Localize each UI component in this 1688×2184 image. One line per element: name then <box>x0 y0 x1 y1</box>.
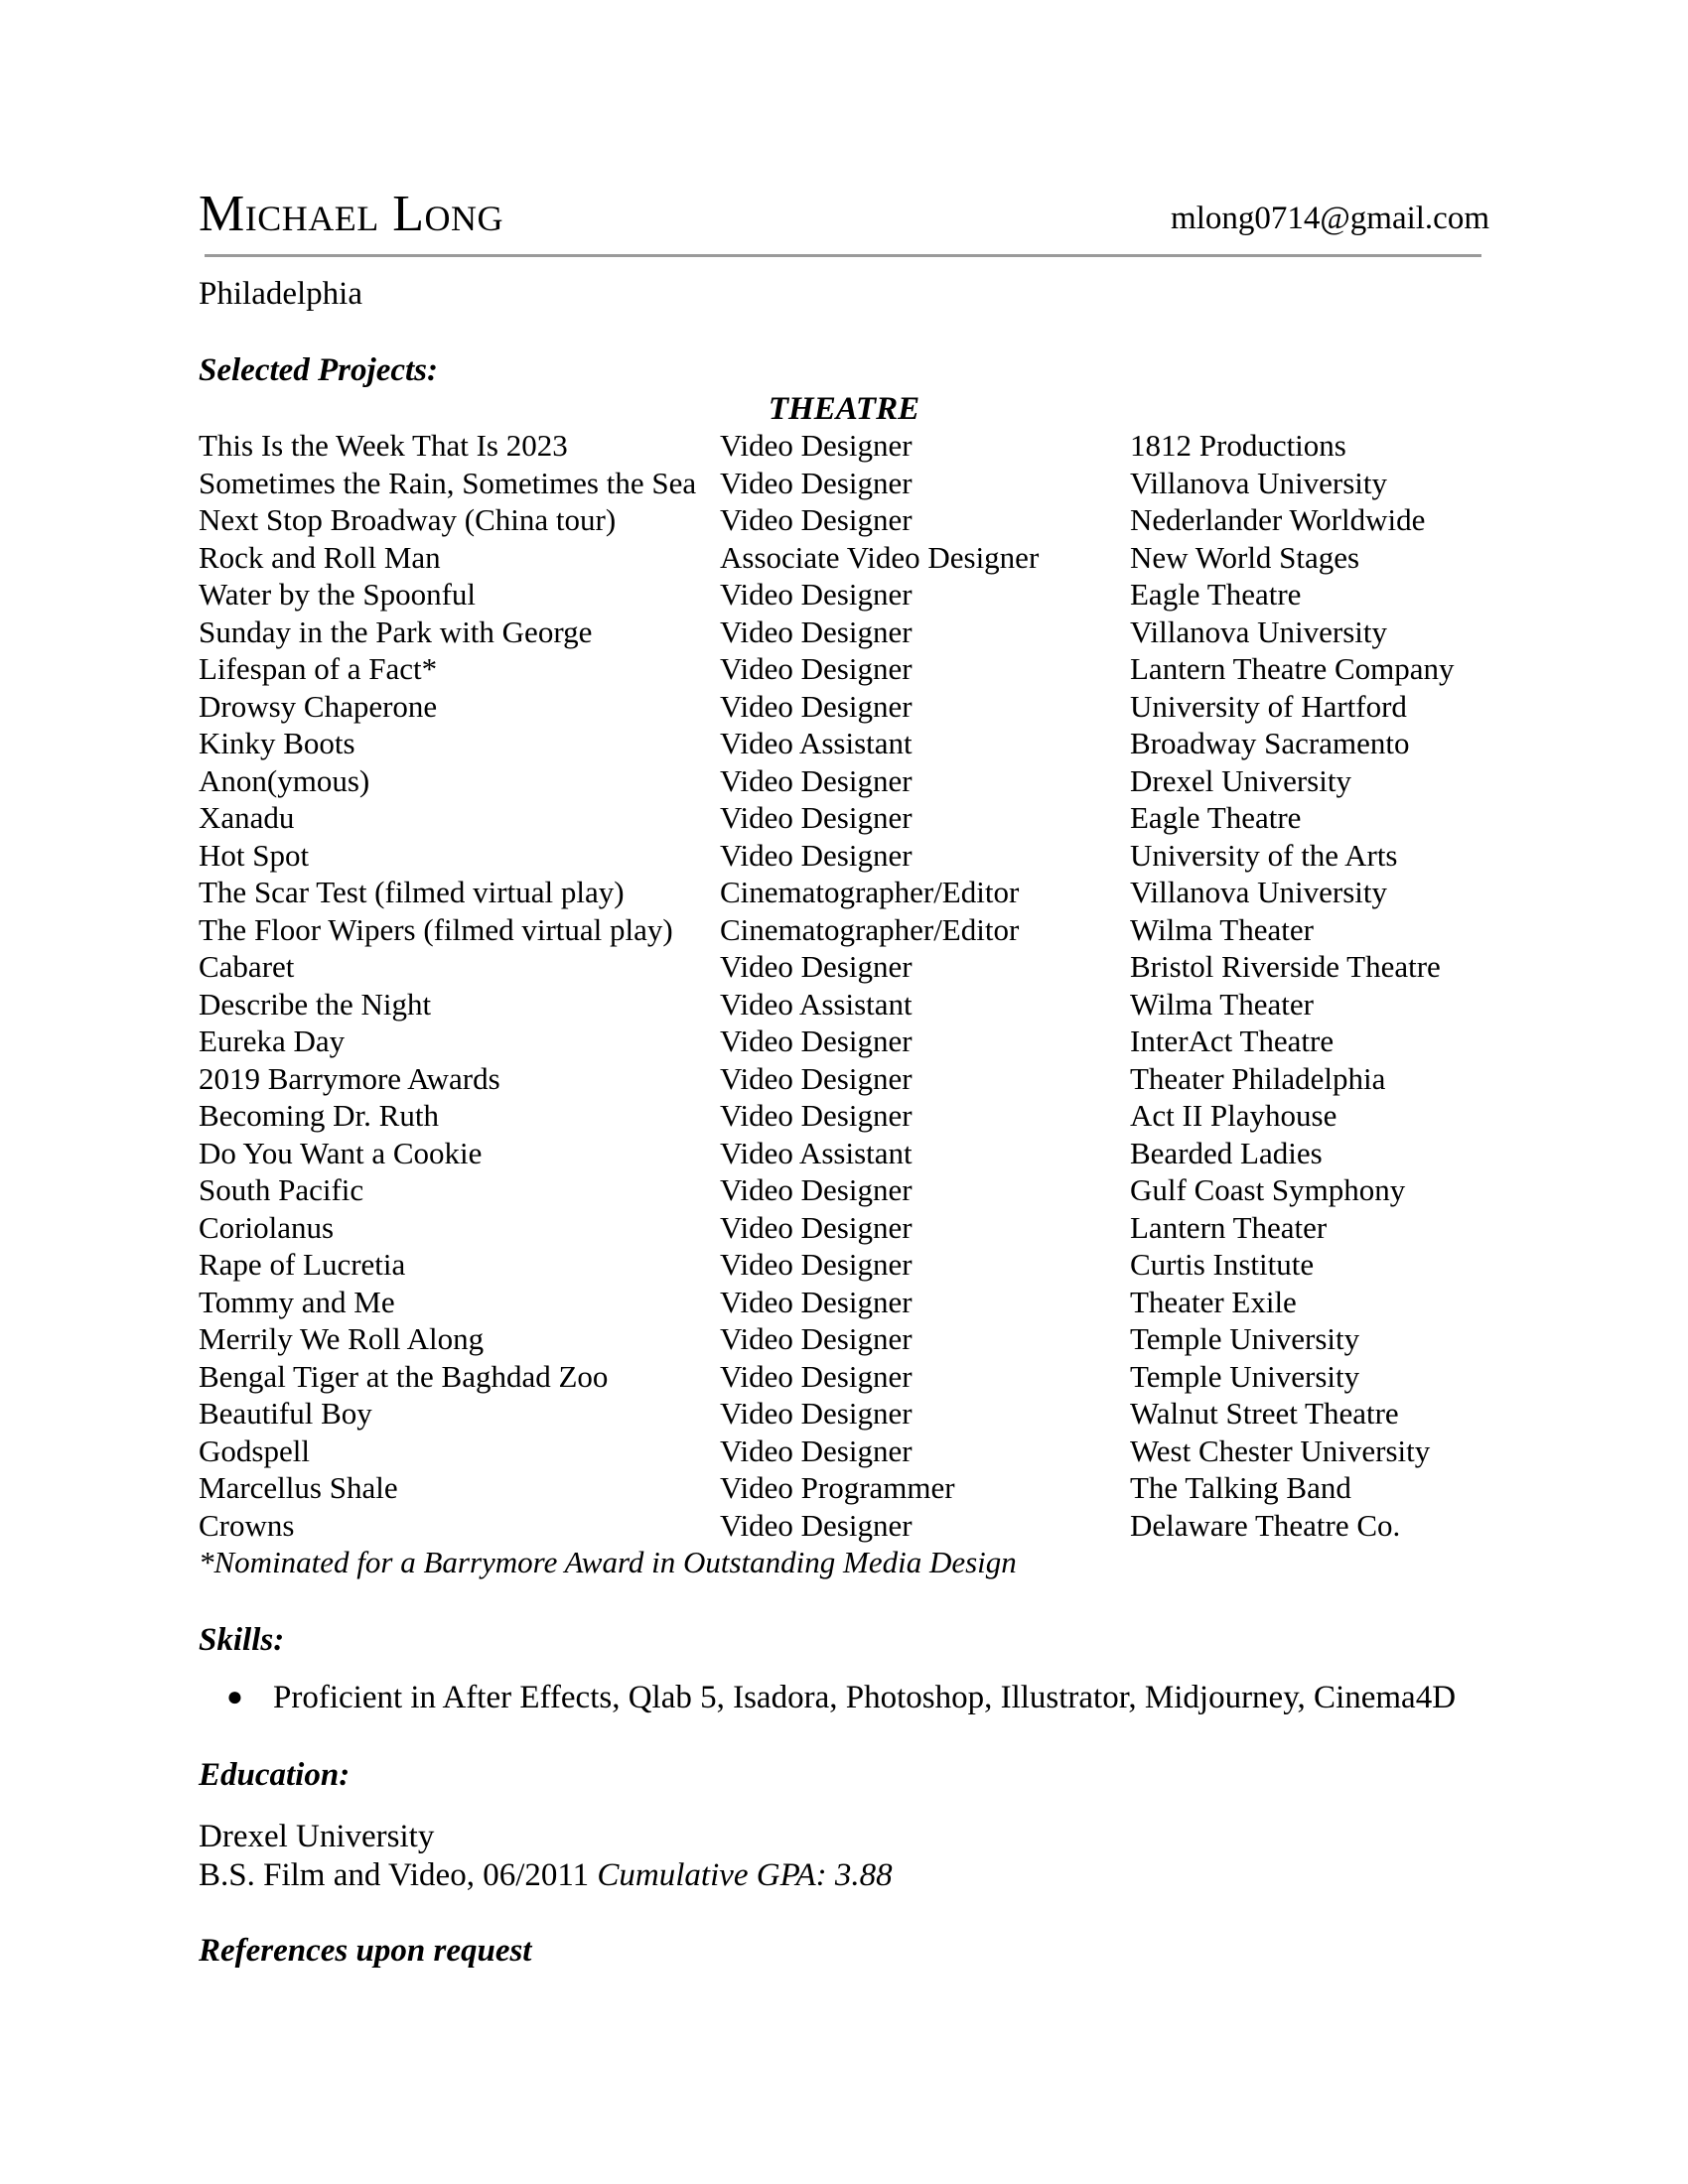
project-role: Video Designer <box>720 1098 913 1133</box>
project-organization: Bristol Riverside Theatre <box>1130 949 1441 984</box>
project-role: Cinematographer/Editor <box>720 911 1020 947</box>
project-role: Video Designer <box>720 1358 913 1394</box>
project-organization: Temple University <box>1130 1321 1360 1356</box>
project-row <box>199 1507 1489 1545</box>
project-organization: Temple University <box>1130 1358 1360 1394</box>
project-role: Cinematographer/Editor <box>720 875 1020 909</box>
project-row <box>199 1023 1489 1060</box>
project-title: Tommy and Me <box>199 1284 395 1319</box>
projects-heading: Selected Projects: <box>199 352 438 388</box>
project-title: Marcellus Shale <box>199 1470 398 1505</box>
project-row <box>199 1358 1489 1396</box>
project-row <box>199 1097 1489 1135</box>
project-role: Video Designer <box>720 1507 913 1543</box>
candidate-name: Michael Long <box>199 186 503 242</box>
project-role: Video Designer <box>720 1433 913 1468</box>
project-title: Beautiful Boy <box>199 1396 372 1431</box>
education-heading: Education: <box>199 1757 351 1793</box>
project-title: 2019 Barrymore Awards <box>199 1060 500 1096</box>
theatre-category-heading: THEATRE <box>768 391 920 427</box>
project-row <box>199 1060 1489 1098</box>
project-title: Coriolanus <box>199 1209 335 1245</box>
project-organization: Theater Philadelphia <box>1130 1060 1386 1096</box>
project-row <box>199 874 1489 911</box>
education-school: Drexel University <box>199 1819 435 1854</box>
project-role: Video Designer <box>720 837 913 873</box>
project-title: Do You Want a Cookie <box>199 1135 483 1170</box>
project-role: Video Designer <box>720 762 913 798</box>
project-title: Lifespan of a Fact* <box>199 651 438 686</box>
project-organization: Drexel University <box>1130 762 1351 798</box>
project-title: This Is the Week That Is 2023 <box>199 428 568 463</box>
project-organization: Broadway Sacramento <box>1130 726 1410 760</box>
project-row <box>199 576 1489 614</box>
project-row <box>199 465 1489 502</box>
project-row <box>199 799 1489 837</box>
project-organization: New World Stages <box>1130 539 1360 575</box>
project-organization: Eagle Theatre <box>1130 800 1302 835</box>
project-title: Next Stop Broadway (China tour) <box>199 502 617 537</box>
project-organization: Curtis Institute <box>1130 1247 1315 1282</box>
project-row <box>199 986 1489 1024</box>
education-gpa: Cumulative GPA: 3.88 <box>597 1857 893 1893</box>
award-footnote: *Nominated for a Barrymore Award in Outstanding Media Design <box>199 1545 1017 1579</box>
project-organization: Delaware Theatre Co. <box>1130 1507 1401 1543</box>
project-row <box>199 539 1489 577</box>
project-role: Video Designer <box>720 651 913 686</box>
project-row <box>199 1433 1489 1470</box>
project-row <box>199 762 1489 800</box>
project-role: Video Designer <box>720 1060 913 1096</box>
project-organization: Gulf Coast Symphony <box>1130 1172 1406 1207</box>
project-organization: Villanova University <box>1130 465 1388 500</box>
project-organization: 1812 Productions <box>1130 428 1346 463</box>
project-role: Video Assistant <box>720 726 913 760</box>
project-title: Kinky Boots <box>199 726 355 760</box>
project-role: Associate Video Designer <box>720 539 1040 575</box>
project-title: Crowns <box>199 1507 295 1543</box>
project-row <box>199 1284 1489 1321</box>
project-role: Video Designer <box>720 1321 913 1356</box>
project-row <box>199 650 1489 688</box>
projects-table <box>199 427 1489 1544</box>
project-organization: Bearded Ladies <box>1130 1135 1323 1170</box>
project-row <box>199 614 1489 651</box>
project-organization: Lantern Theater <box>1130 1209 1328 1245</box>
project-role: Video Programmer <box>720 1470 955 1505</box>
project-role: Video Designer <box>720 949 913 984</box>
project-organization: Wilma Theater <box>1130 911 1314 947</box>
skills-list <box>199 1678 1489 1717</box>
project-organization: West Chester University <box>1130 1433 1431 1468</box>
education-degree-line <box>199 1855 893 1895</box>
project-organization: University of the Arts <box>1130 837 1398 873</box>
project-organization: The Talking Band <box>1130 1470 1351 1505</box>
project-organization: Act II Playhouse <box>1130 1098 1337 1133</box>
project-row <box>199 688 1489 726</box>
project-organization: Walnut Street Theatre <box>1130 1396 1399 1431</box>
project-title: Sunday in the Park with George <box>199 614 593 649</box>
project-row <box>199 1395 1489 1433</box>
resume-header <box>199 185 1489 244</box>
project-title: Merrily We Roll Along <box>199 1321 485 1356</box>
project-title: Godspell <box>199 1433 310 1468</box>
project-organization: Wilma Theater <box>1130 986 1314 1022</box>
project-role: Video Assistant <box>720 1135 913 1170</box>
project-role: Video Designer <box>720 614 913 649</box>
project-organization: Villanova University <box>1130 875 1388 909</box>
education-degree: B.S. Film and Video, 06/2011 <box>199 1857 590 1893</box>
location: Philadelphia <box>199 276 362 312</box>
project-title: Rape of Lucretia <box>199 1247 406 1282</box>
project-role: Video Assistant <box>720 986 913 1022</box>
project-title: Water by the Spoonful <box>199 577 477 612</box>
project-row <box>199 1209 1489 1247</box>
project-row <box>199 427 1489 465</box>
project-organization: Eagle Theatre <box>1130 577 1302 612</box>
project-organization: Nederlander Worldwide <box>1130 502 1426 537</box>
project-row <box>199 1135 1489 1172</box>
project-role: Video Designer <box>720 428 913 463</box>
project-title: Hot Spot <box>199 837 310 873</box>
project-organization: Lantern Theatre Company <box>1130 651 1455 686</box>
project-title: Sometimes the Rain, Sometimes the Sea <box>199 465 697 500</box>
project-organization: Theater Exile <box>1130 1284 1297 1319</box>
project-role: Video Designer <box>720 800 913 835</box>
skill-text: Proficient in After Effects, Qlab 5, Isadora, Photoshop, Illustrator, Midjourney, Cinema4D <box>273 1680 1457 1715</box>
project-title: The Floor Wipers (filmed virtual play) <box>199 911 673 947</box>
project-role: Video Designer <box>720 1024 913 1058</box>
project-role: Video Designer <box>720 1172 913 1207</box>
project-title: Anon(ymous) <box>199 762 370 798</box>
project-title: Drowsy Chaperone <box>199 688 438 724</box>
project-title: Xanadu <box>199 800 295 835</box>
project-role: Video Designer <box>720 1209 913 1245</box>
project-title: Eureka Day <box>199 1024 346 1058</box>
project-role: Video Designer <box>720 1284 913 1319</box>
project-row <box>199 1469 1489 1507</box>
project-title: Becoming Dr. Ruth <box>199 1098 439 1133</box>
contact-email[interactable]: mlong0714@gmail.com <box>1171 201 1489 236</box>
project-organization: University of Hartford <box>1130 688 1407 724</box>
project-role: Video Designer <box>720 688 913 724</box>
project-row <box>199 501 1489 539</box>
project-organization: Villanova University <box>1130 614 1388 649</box>
project-row <box>199 837 1489 875</box>
project-role: Video Designer <box>720 465 913 500</box>
project-row <box>199 1320 1489 1358</box>
project-row <box>199 1246 1489 1284</box>
bullet-icon: ● <box>226 1682 243 1712</box>
skills-heading: Skills: <box>199 1622 285 1658</box>
project-title: Rock and Roll Man <box>199 539 441 575</box>
project-title: Cabaret <box>199 949 295 984</box>
project-role: Video Designer <box>720 1396 913 1431</box>
resume-page <box>199 0 1489 2184</box>
project-row <box>199 911 1489 949</box>
project-row <box>199 725 1489 762</box>
references-note: References upon request <box>199 1933 532 1969</box>
project-row <box>199 948 1489 986</box>
skills-list-item <box>199 1678 1489 1717</box>
project-role: Video Designer <box>720 502 913 537</box>
project-role: Video Designer <box>720 577 913 612</box>
project-title: South Pacific <box>199 1172 364 1207</box>
project-role: Video Designer <box>720 1247 913 1282</box>
project-title: Describe the Night <box>199 986 432 1022</box>
project-title: The Scar Test (filmed virtual play) <box>199 875 625 909</box>
project-row <box>199 1171 1489 1209</box>
project-organization: InterAct Theatre <box>1130 1024 1335 1058</box>
project-title: Bengal Tiger at the Baghdad Zoo <box>199 1358 609 1394</box>
header-divider <box>205 254 1481 257</box>
